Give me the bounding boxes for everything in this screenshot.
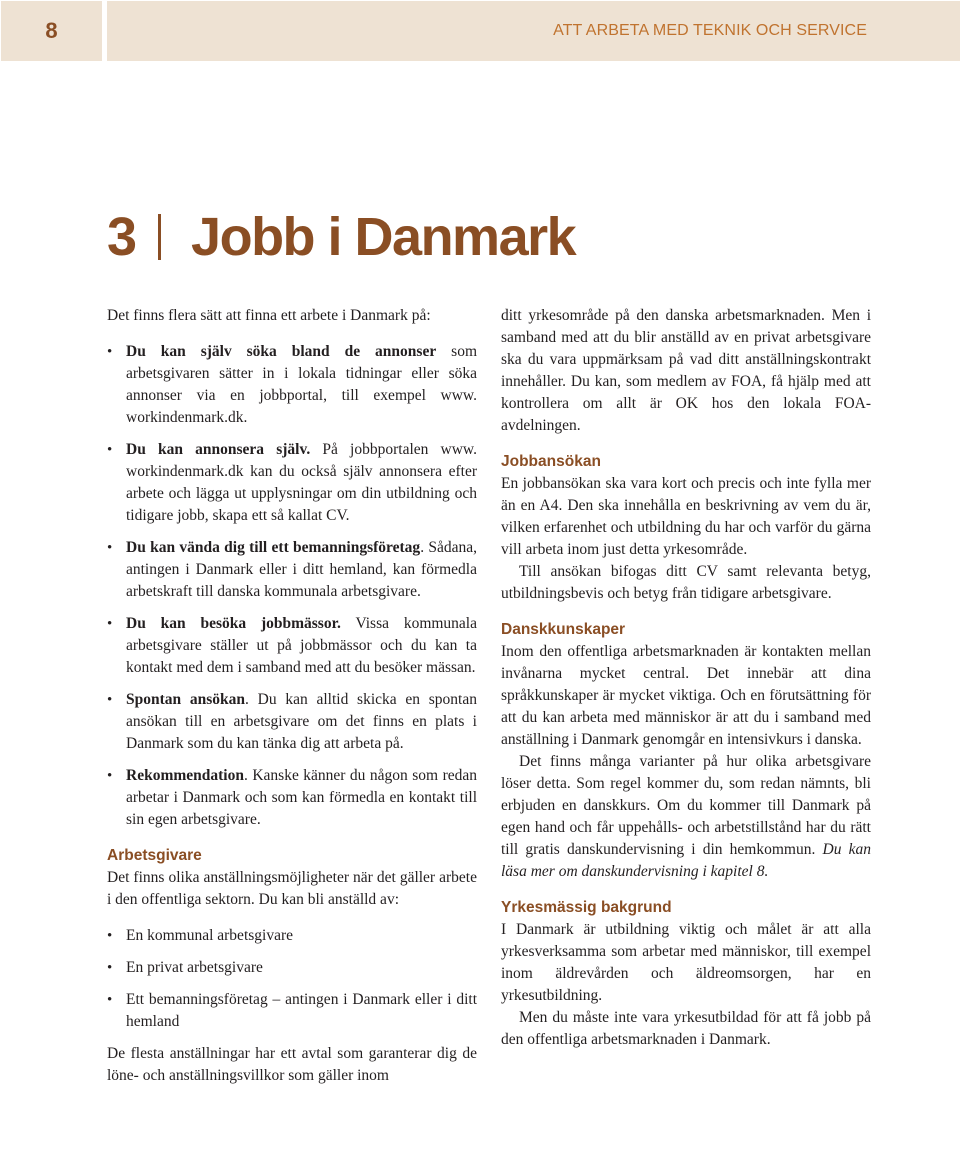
list-item-text: . Kanske känner du någon som redan arbetar i Danmark och som kan förmedla en kontakt till sin egen arbetsgivare. (126, 767, 477, 828)
list-item-lead: Du kan besöka jobbmässor. (126, 615, 341, 632)
intro-paragraph: Det finns flera sätt att finna ett arbete i Danmark på: (107, 307, 431, 324)
list-item (107, 989, 477, 1033)
list-item-lead: Du kan själv söka bland de annonser (126, 343, 437, 360)
list-item-text: En kommunal arbetsgivare (126, 927, 294, 944)
continuation-paragraph: ditt yrkesområde på den danska arbetsmarknaden. Men i samband med att du blir anställd av en privat arbetsgivare ska du vara uppmärksam på vad ditt anställningskontrakt innehåller. Du kan, som medlem av FOA, få hjälp med att kontrollera om allt är OK hos den lokala FOA-avdelningen. (501, 307, 871, 434)
list-item-text: På jobbportalen www. workindenmark.dk kan du också själv annonsera efter arbete och lägga ut upplysningar om din utbildning och tidigare jobb, skapa ett så kallat CV. (126, 441, 477, 524)
list-item-lead: Du kan vända dig till ett bemanningsföretag (126, 539, 421, 556)
bullet-icon: • (107, 344, 113, 360)
list-item-text: En privat arbetsgivare (126, 959, 263, 976)
employer-list (107, 925, 477, 1033)
danskkunskaper-reference: Du kan läsa mer om danskundervisning i kapitel 8. (501, 841, 872, 880)
ways-list (107, 341, 477, 831)
page-header (0, 0, 960, 62)
list-item (107, 957, 477, 979)
right-column (501, 305, 871, 1051)
danskkunskaper-paragraph-2-text: Det finns många varianter på hur olika arbetsgivare löser detta. Som regel kommer du, som redan nämnts, bli erbjuden en danskkurs. Om du kommer till Danmark på egen hand och får uppehålls- och arbetstillstånd har du rätt till gratis danskundervisning i din hemkommun. (501, 753, 871, 858)
list-item-text: Ett bemanningsföretag – antingen i Danmark eller i ditt hemland (126, 991, 477, 1030)
bullet-icon: • (107, 692, 113, 708)
left-column (107, 305, 477, 1087)
page-number: 8 (45, 18, 58, 43)
section-heading-arbetsgivare: Arbetsgivare (107, 847, 202, 864)
jobbansokan-paragraph-2: Till ansökan bifogas ditt CV samt relevanta betyg, utbildningsbevis och betyg från tidigare arbetsgivare. (501, 563, 871, 602)
list-item (107, 439, 477, 527)
bullet-icon: • (107, 540, 113, 556)
list-item (107, 689, 477, 755)
section-heading-yrkesmassig: Yrkesmässig bakgrund (501, 899, 672, 916)
danskkunskaper-paragraph-1: Inom den offentliga arbetsmarknaden är kontakten mellan invånarna mycket central. Det innebär att dina språkkunskaper är mycket viktiga. Och en förutsättning för att du kan arbeta med människor är att du i samband med anställning i Danmark genomgår en intensivkurs i danska. (501, 643, 871, 748)
bullet-icon: • (107, 768, 113, 784)
list-item (107, 341, 477, 429)
page-number-box (1, 1, 102, 61)
list-item-lead: Spontan ansökan (126, 691, 246, 708)
chapter-divider (158, 214, 161, 260)
bullet-icon: • (107, 960, 113, 976)
bullet-icon: • (107, 616, 113, 632)
bullet-icon: • (107, 928, 113, 944)
list-item (107, 765, 477, 831)
list-item (107, 925, 477, 947)
jobbansokan-paragraph-1: En jobbansökan ska vara kort och precis och inte fylla mer än en A4. Den ska innehålla en beskrivning av vem du är, vilken erfarenhet och utbildning du har och varför du gärna vill arbeta inom just detta yrkesområde. (501, 475, 871, 558)
section-heading-danskkunskaper: Danskkunskaper (501, 621, 626, 638)
list-item-lead: Du kan annonsera själv. (126, 441, 311, 458)
list-item-lead: Rekommendation (126, 767, 244, 784)
yrkesmassig-paragraph-2: Men du måste inte vara yrkesutbildad för att få jobb på den offentliga arbetsmarknaden i Danmark. (501, 1009, 871, 1048)
section-heading-jobbansokan: Jobbansökan (501, 453, 601, 470)
list-item-text: Vissa kommunala arbetsgivare ställer ut på jobbmässor och du kan ta kontakt med dem i samband med att du besöker mässan. (126, 615, 477, 676)
bullet-icon: • (107, 992, 113, 1008)
running-header-box (107, 1, 960, 61)
arbetsgivare-paragraph: Det finns olika anställningsmöjligheter när det gäller arbete i den offentliga sektorn. Du kan bli anställd av: (107, 869, 477, 908)
list-item-text: som arbetsgivaren sätter in i lokala tidningar eller söka annonser via en jobbportal, till exempel www. workindenmark.dk. (126, 343, 478, 426)
list-item (107, 537, 477, 603)
list-item (107, 613, 477, 679)
danskkunskaper-paragraph-2 (501, 751, 871, 883)
bullet-icon: • (107, 442, 113, 458)
chapter-number: 3 (107, 207, 137, 267)
yrkesmassig-paragraph-1: I Danmark är utbildning viktig och målet är att alla yrkesverksamma som arbetar med människor, till exempel inom äldrevården och äldreomsorgen, har en yrkesutbildning. (501, 921, 871, 1004)
list-item-text: . Du kan alltid skicka en spontan ansökan till en arbetsgivare om det finns en plats i Danmark som du kan tänka dig att arbeta på. (126, 691, 477, 752)
list-item-text: . Sådana, antingen i Danmark eller i ditt hemland, kan förmedla arbetskraft till danska kommunala arbetsgivare. (126, 539, 477, 600)
running-title: ATT ARBETA MED TEKNIK OCH SERVICE (553, 22, 867, 39)
chapter-heading (107, 200, 575, 274)
closing-paragraph: De flesta anställningar har ett avtal som garanterar dig de löne- och anställningsvillkor som gäller inom (107, 1045, 477, 1084)
chapter-title: Jobb i Danmark (191, 207, 576, 267)
